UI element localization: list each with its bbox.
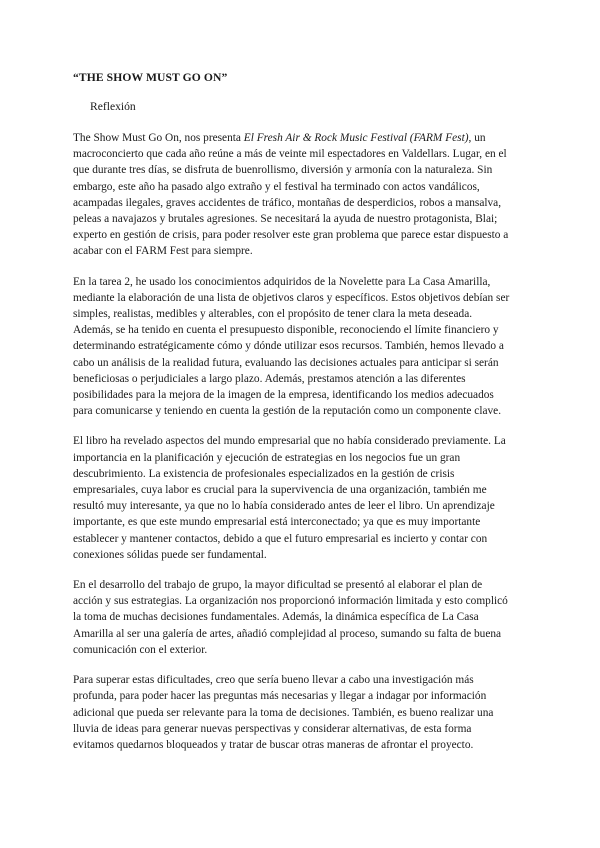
document-subtitle: Reflexión (90, 100, 136, 113)
paragraph-difficulty: En el desarrollo del trabajo de grupo, la mayor dificultad se presentó al elaborar el plan de acción y sus estrategias. La organización nos proporcionó información limitada y esto complicó la toma de muchas decisiones fundamentales. Además, la dinámica específica de La Casa Amarilla al ser una galería de artes, añadió complejidad al proceso, sumando su falta de buena comunicación con el exterior. (73, 579, 508, 656)
paragraph-task: En la tarea 2, he usado los conocimientos adquiridos de la Novelette para La Casa Amarilla, mediante la elaboración de una lista de objetivos claros y específicos. Estos objetivos debían ser simples, realistas, medibles y alterables, con el propósito de tener clara la meta deseada. Además, se ha tenido en cuenta el presupuesto disponible, reconociendo el límite financiero y determinando estratégicamente cómo y dónde utilizar esos recursos. También, hemos llevado a cabo un análisis de la realidad futura, evaluando las decisiones actuales para anticipar si serán beneficiosas o perjudiciales a largo plazo. Además, prestamos atención a las diferentes posibilidades para la mejora de la imagen de la empresa, identificando los medios adecuados para comunicarse y teniendo en cuenta la gestión de la reputación como un componente clave. (73, 275, 510, 418)
document-title: “THE SHOW MUST GO ON” (73, 71, 228, 84)
paragraph-solution: Para superar estas dificultades, creo que sería bueno llevar a cabo una investigación más profunda, para poder hacer las preguntas más necesarias y llegar a indagar por información adicional que pueda ser relevante para la toma de decisiones. También, es bueno realizar una lluvia de ideas para generar nuevas perspectivas y considerar alternativas, de esta forma evitamos quedarnos bloqueados y tratar de buscar otras maneras de afrontar el proyecto. (73, 674, 494, 751)
paragraph-intro-start: The Show Must Go On, nos presenta (73, 132, 244, 144)
festival-name: El Fresh Air & Rock Music Festival (FARM Fest) (243, 132, 469, 144)
paragraph-book: El libro ha revelado aspectos del mundo empresarial que no había considerado previamente. La importancia en la planificación y ejecución de estrategias en los negocios fue un gran descubrimiento. La existencia de profesionales especializados en la gestión de crisis empresariales, cuya labor es crucial para la supervivencia de una organización, también me resultó muy interesante, ya que no lo había considerado antes de leer el libro. Un aprendizaje importante, es que este mundo empresarial está interconectado; ya que es muy importante establecer y mantener contactos, debido a que el futuro empresarial es incierto y contar con conexiones sólidas puede ser fundamental. (73, 435, 506, 561)
paragraph-intro (73, 130, 512, 260)
paragraph-intro-rest: , un macroconcierto que cada año reúne a más de veinte mil espectadores en Valdellars. Lugar, en el que durante tres días, se disfruta de buenrollismo, diversión y armonía con la naturaleza. Sin embargo, este año ha pasado algo extraño y el festival ha terminado con actos vandálicos, acampadas ilegales, graves accidentes de tráfico, montañas de desperdicios, robos a mansalva, peleas a navajazos y brutales agresiones. Se necesitará la ayuda de nuestro protagonista, Blai; experto en gestión de crisis, para poder resolver este gran problema que parece estar dispuesto a acabar con el FARM Fest para siempre. (73, 132, 509, 258)
